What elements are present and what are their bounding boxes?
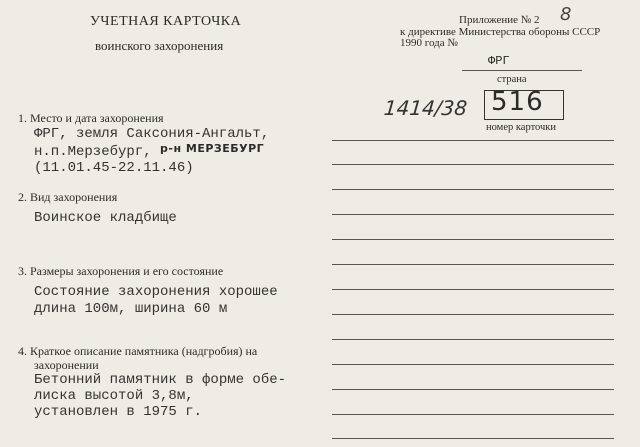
place-label: 1. Место и дата захоронения — [18, 111, 164, 125]
card-number: 516 — [491, 87, 544, 117]
place-line-1: ФРГ, земля Саксония-Ангальт, — [34, 126, 270, 142]
directive-line-2: 1990 года № — [400, 37, 458, 49]
monument-label-line-2: захоронении — [34, 358, 99, 372]
directive-text — [400, 27, 600, 49]
monument-line-1: Бетонний памятник в форме обе- — [34, 372, 287, 388]
country-label: страна — [497, 74, 527, 85]
ruled-line — [332, 214, 614, 215]
handwritten-reference: 1414/38 — [382, 96, 469, 120]
ruled-line — [332, 164, 614, 165]
size-line-1: Состояние захоронения хорошее — [34, 284, 278, 300]
monument-line-3: установлен в 1975 г. — [34, 404, 203, 420]
ruled-line — [332, 289, 614, 290]
type-label: 2. Вид захоронения — [18, 190, 118, 204]
directive-line-1: к директиве Министерства обороны СССР — [400, 26, 601, 38]
country-value: ФРГ — [488, 54, 510, 68]
appendix-label: Приложение № 2 — [459, 14, 540, 26]
type-value: Воинское кладбище — [34, 210, 177, 226]
ruled-line — [332, 140, 614, 141]
ruled-line — [332, 314, 614, 315]
place-handwritten-district: р-н МЕРЗЕБУРГ — [160, 142, 265, 155]
ruled-line — [332, 438, 614, 439]
place-line-2: н.п.Мерзебург, — [34, 144, 152, 160]
ruled-line — [332, 414, 614, 415]
ruled-line — [332, 339, 614, 340]
monument-line-2: лиска высотой 3,8м, — [34, 388, 194, 404]
country-underline — [462, 70, 582, 71]
appendix-handwritten-number: 8 — [560, 4, 572, 25]
monument-label-line-1: 4. Краткое описание памятника (надгробия) на — [18, 344, 258, 358]
ruled-line — [332, 389, 614, 390]
ruled-line — [332, 189, 614, 190]
size-line-2: длина 100м, ширина 60 м — [34, 301, 228, 317]
size-label: 3. Размеры захоронения и его состояние — [18, 264, 224, 278]
card-number-label: номер карточки — [486, 122, 556, 133]
card-subtitle: воинского захоронения — [95, 38, 224, 53]
card-title: УЧЕТНАЯ КАРТОЧКА — [90, 14, 242, 29]
place-dates: (11.01.45-22.11.46) — [34, 160, 194, 176]
ruled-line — [332, 264, 614, 265]
ruled-line — [332, 364, 614, 365]
ruled-line — [332, 239, 614, 240]
